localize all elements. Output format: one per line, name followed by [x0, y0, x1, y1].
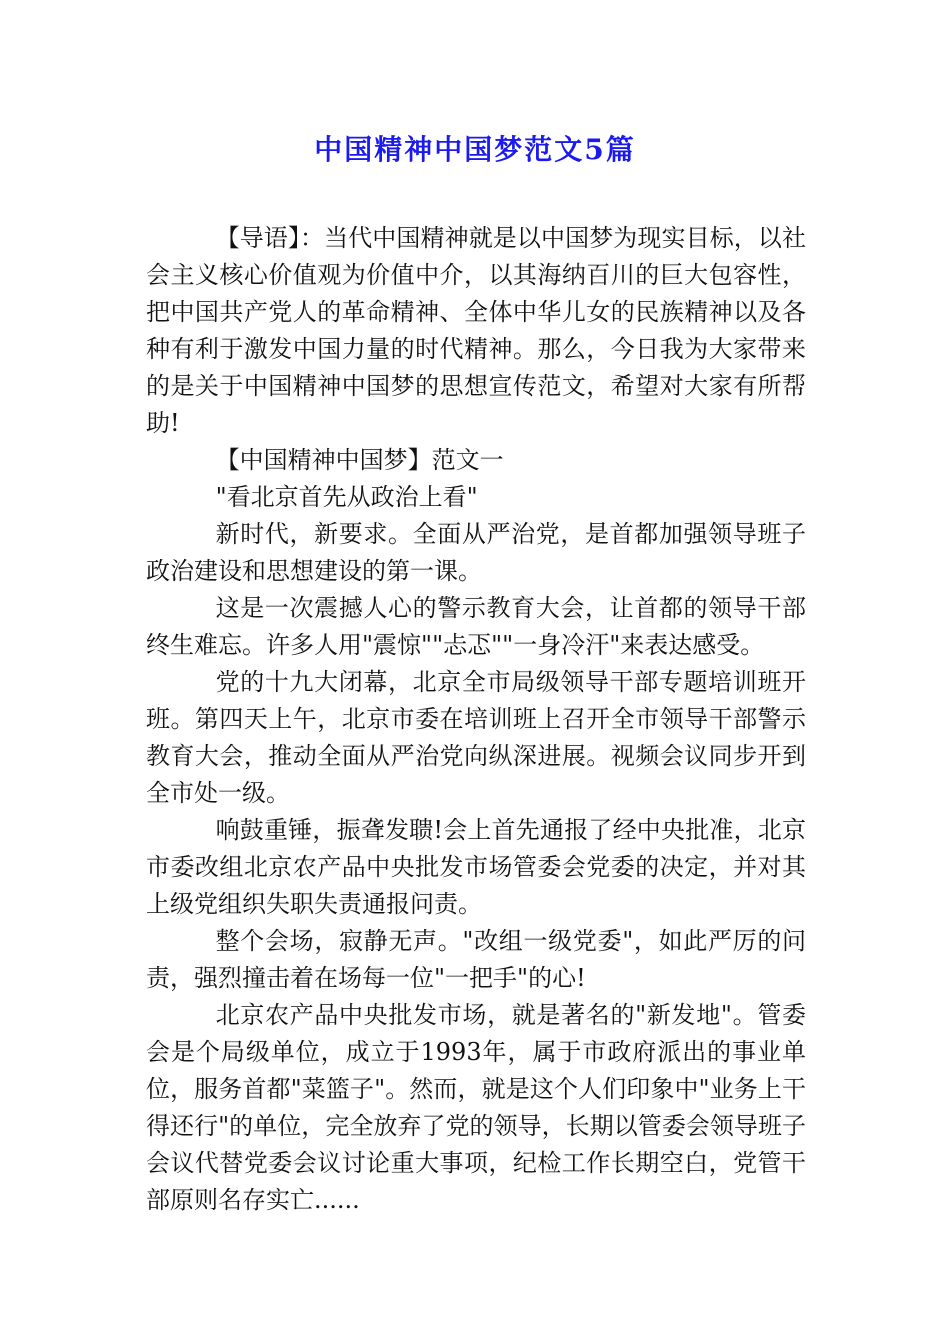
- paragraph: 这是一次震撼人心的警示教育大会，让首都的领导干部终生难忘。许多人用"震惊""忐忑""一身冷汗"来表达感受。: [146, 594, 806, 659]
- paragraph: 整个会场，寂静无声。"改组一级党委"，如此严厉的问责，强烈撞击着在场每一位"一把手"的心!: [146, 927, 806, 992]
- paragraph: 北京农产品中央批发市场，就是著名的"新发地"。管委会是个局级单位，成立于1993年，属于市政府派出的事业单位，服务首都"菜篮子"。然而，就是这个人们印象中"业务上干得还行"的单位，完全放弃了党的领导，长期以管委会领导班子会议代替党委会议讨论重大事项，纪检工作长期空白，党管干部原则名存实亡......: [146, 1001, 806, 1214]
- paragraph: 党的十九大闭幕，北京全市局级领导干部专题培训班开班。第四天上午，北京市委在培训班上召开全市领导干部警示教育大会，推动全面从严治党向纵深进展。视频会议同步开到全市处一级。: [146, 668, 806, 807]
- paragraph: 响鼓重锤，振聋发聩!会上首先通报了经中央批准，北京市委改组北京农产品中央批发市场管委会党委的决定，并对其上级党组织失职失责通报问责。: [146, 816, 806, 918]
- paragraph: 新时代，新要求。全面从严治党，是首都加强领导班子政治建设和思想建设的第一课。: [146, 520, 806, 585]
- paragraph-subheading: "看北京首先从政治上看": [215, 483, 478, 511]
- document-body: [146, 220, 806, 1219]
- paragraph-intro: 【导语】：当代中国精神就是以中国梦为现实目标，以社会主义核心价值观为价值中介，以其海纳百川的巨大包容性，把中国共产党人的革命精神、全体中华儿女的民族精神以及各种有利于激发中国力量的时代精神。那么，今日我为大家带来的是关于中国精神中国梦的思想宣传范文，希望对大家有所帮助!: [146, 224, 806, 437]
- paragraph-section-heading: 【中国精神中国梦】范文一: [215, 446, 504, 474]
- document-title: 中国精神中国梦范文5篇: [314, 133, 636, 166]
